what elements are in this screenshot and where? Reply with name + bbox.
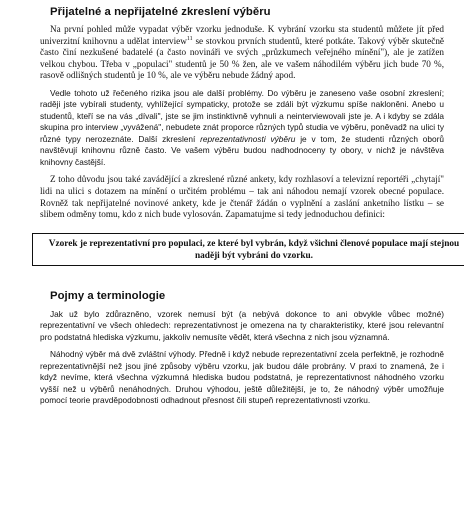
emphasis-term: reprezentativnosti výběru bbox=[200, 133, 296, 144]
section-heading-sampling-bias: Přijatelné a nepřijatelné zkreslení výběru bbox=[50, 6, 271, 18]
paragraph-intro-text-cont: se stovkou prvních studentů, které potkáte. Takový výběr skutečně často činí nezkušené badatelé (a často novináři ve svých „průzkumech veřejného mínění"), ale je zatížen velkou chybou. Třeba v „populaci" studentů je 50 % žen, ale ve vašem náhodilém výběru jich bude 70 %, rasově odlišných studentů je 10 %, ale ve výběru nebude žádný apod. bbox=[40, 35, 445, 81]
paragraph-personal-bias bbox=[40, 88, 444, 169]
definition-box: Vzorek je reprezentativní pro populaci, ze které byl vybrán, když všichni členové populace mají stejnou naději být vybráni do vzorku. bbox=[32, 233, 464, 266]
section-heading-terminology: Pojmy a terminologie bbox=[50, 289, 166, 302]
paragraph-representativeness: Jak už bylo zdůrazněno, vzorek nemusí být (a nebývá dokonce to ani obvykle vůbec možné) reprezentativní ve všech ohledech: reprezentativnost je omezena na ty charakteristiky, které jsou relevantní pro podstatná hlediska výzkumu, jakkoliv nemusíte vědět, která všechna z nich jsou významná. bbox=[40, 308, 444, 342]
paragraph-intro-text: Na první pohled může vypadat výběr vzorku jednoduše. K vybrání vzorku sta studentů můžete jít před univerzitní knihovnu a udělat interview bbox=[40, 24, 444, 46]
footnote-marker: 11 bbox=[186, 35, 193, 42]
paragraph-personal-bias-text: Vedle tohoto už řečeného rizika jsou ale další problémy. Do výběru je zaneseno vaše osobní zkreslení; raději jste vybírali studenty, vyhlížející sympaticky, protože se zdáli být výzkumu spíše nakloněni. Anebo u studentů, kteří se na vás „dívali", jste se jim instinktivně vyhnuli a neinterviewovali jste je. A i kdyby se zdála skupina pro interview „vyvážená", nebudete znát proporce různých typů studia ve výběru, poněvadž na ulici ty různé typy nerozeznáte. Další zkreslení bbox=[40, 87, 444, 144]
paragraph-intro bbox=[40, 24, 444, 82]
paragraph-personal-bias-text-cont: je v tom, že studenti různých oborů navštěvují knihovnu různě často. Ve vašem výběru budou nadhodnoceny ty obory, v nichž je návštěva knihovny častější. bbox=[40, 133, 444, 167]
paragraph-surveys: Z toho důvodu jsou také zavádějící a zkreslené různé ankety, kdy rozhlasoví a televizní reportéři „chytají" lidi na ulici s dotazem na mínění o určitém problému – tak ani náhodou nemají vzorek obecné populace. Rovněž tak nepřijatelné novinové ankety, kde je čtenář žádán o vyplnění a zaslání anketního lístku – se slibem odměny tomu, kdo z nich bude vylosován. Zapamatujme si tedy jednoduchou definici: bbox=[40, 174, 444, 220]
paragraph-random-sampling: Náhodný výběr má dvě zvláštní výhody. Předně i když nebude reprezentativní zcela perfektně, je rozhodně reprezentativnější než jsou jiné způsoby výběru vzorku, jak budou dále probrány. V praxi to znamená, že i když nevíme, která všechna výzkumná hlediska budou podstatná, je reprezentativnost náhodného vzorku vyšší než u výběrů nenáhodných. Druhou výhodou, ještě důležitější, je to, že náhodný výběr umožňuje pomocí teorie pravděpodobnosti odhadnout přesnost čili stupeň reprezentativnosti vzorku. bbox=[40, 349, 444, 406]
